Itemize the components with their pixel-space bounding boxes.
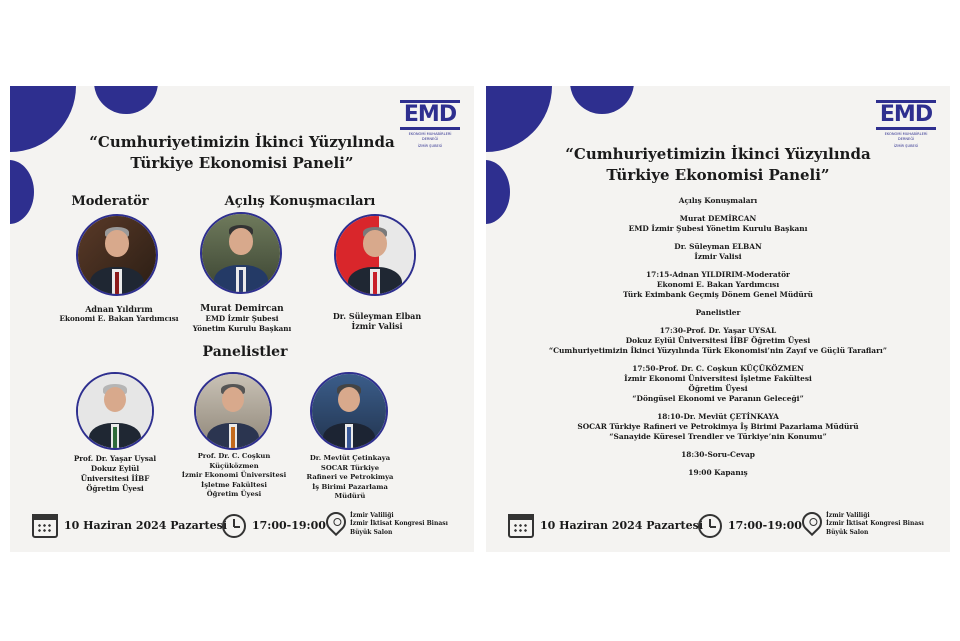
opener1-caption: Murat Demircan EMD İzmir Şubesi Yönetim Kurulu Başkanı	[192, 304, 292, 333]
program-line: 18:30-Soru-Cevap	[681, 450, 755, 459]
program-gap	[516, 234, 920, 242]
program-line: 18:10-Dr. Mevlüt ÇETİNKAYA	[657, 412, 779, 421]
opener1-photo	[200, 212, 282, 294]
event-title: “Cumhuriyetimizin İkinci Yüzyılında Türkiye Ekonomisi Paneli”	[89, 133, 395, 172]
program-line: 17:50-Prof. Dr. C. Coşkun KÜÇÜKÖZMEN	[632, 364, 804, 373]
panelists-heading: Panelistler	[202, 344, 288, 360]
clock-icon	[222, 514, 246, 538]
program-line: Öğretim Üyesi	[688, 384, 748, 393]
program-line: 17:30-Prof. Dr. Yaşar UYSAL	[659, 326, 777, 335]
calendar-icon	[508, 514, 534, 538]
program-line: “Cumhuriyetimizin İkinci Yüzyılında Türk Ekonomisi’nin Zayıf ve Güçlü Tarafları”	[548, 346, 888, 355]
program-line: Türk Eximbank Geçmiş Dönem Genel Müdürü	[622, 290, 814, 299]
panelist2-caption: Prof. Dr. C. Coşkun Küçüközmen İzmir Ekonomi Üniversitesi İşletme Fakültesi Öğretim Üyesi	[181, 452, 287, 499]
program-gap	[516, 262, 920, 270]
emd-logo: EMD EKONOMİ MUHABİRLERİ DERNEĞİ İZMİR ŞUBESİ	[400, 100, 460, 149]
emd-logo: EMD EKONOMİ MUHABİRLERİ DERNEĞİ İZMİR ŞUBESİ	[876, 100, 936, 149]
opener2-caption: Dr. Süleyman Elban İzmir Valisi	[332, 311, 422, 331]
panelist3-photo	[310, 372, 388, 450]
moderator-heading: Moderatör	[71, 194, 149, 209]
program-gap	[516, 206, 920, 214]
decor-circle	[10, 160, 34, 224]
decor-circle	[486, 160, 510, 224]
program-line: SOCAR Türkiye Rafineri ve Petrokimya İş Birimi Pazarlama Müdürü	[577, 422, 859, 431]
moderator-photo	[76, 214, 158, 296]
program-gap	[516, 356, 920, 364]
program-gap	[516, 460, 920, 468]
decor-circle	[486, 86, 552, 152]
program-line: Açılış Konuşmaları	[678, 196, 758, 205]
program-line: Murat DEMİRCAN	[679, 214, 757, 223]
moderator-caption: Adnan Yıldırım Ekonomi E. Bakan Yardımcısı	[59, 304, 179, 323]
event-venue: İzmir Valiliği İzmir İktisat Kongresi Binası Büyük Salon	[350, 512, 448, 536]
panelist1-caption: Prof. Dr. Yaşar Uysal Dokuz Eylül Üniversitesi İİBF Öğretim Üyesi	[73, 454, 157, 493]
decor-circle	[94, 86, 158, 114]
program-line: 19:00 Kapanış	[688, 468, 748, 477]
poster-speakers	[10, 86, 474, 552]
decor-circle	[10, 86, 76, 152]
program-line: EMD İzmir Şubesi Yönetim Kurulu Başkanı	[628, 224, 808, 233]
opener2-photo	[334, 214, 416, 296]
event-footer	[486, 514, 950, 540]
program-gap	[516, 300, 920, 308]
event-time: 17:00-19:00	[252, 519, 326, 532]
location-pin-icon	[798, 508, 826, 536]
program-line: İzmir Ekonomi Üniversitesi İşletme Fakültesi	[624, 374, 812, 383]
calendar-icon	[32, 514, 58, 538]
program-line: İzmir Valisi	[694, 252, 742, 261]
event-date: 10 Haziran 2024 Pazartesi	[540, 519, 704, 532]
poster-program	[486, 86, 950, 552]
program-gap	[516, 442, 920, 450]
program-line: “Sanayide Küresel Trendler ve Türkiye’nin Konumu”	[609, 432, 827, 441]
panelist3-caption: Dr. Mevlüt Çetinkaya SOCAR Türkiye Rafineri ve Petrokimya İş Birimi Pazarlama Müdürü	[306, 454, 394, 501]
decor-circle	[570, 86, 634, 114]
event-time: 17:00-19:00	[728, 519, 802, 532]
openers-heading: Açılış Konuşmacıları	[224, 194, 376, 209]
program-line: Ekonomi E. Bakan Yardımcısı	[656, 280, 780, 289]
program-gap	[516, 404, 920, 412]
program-line: Panelistler	[695, 308, 741, 317]
event-title: “Cumhuriyetimizin İkinci Yüzyılında Türkiye Ekonomisi Paneli”	[565, 145, 871, 184]
program-line: 17:15-Adnan YILDIRIM-Moderatör	[646, 270, 790, 279]
location-pin-icon	[322, 508, 350, 536]
event-date: 10 Haziran 2024 Pazartesi	[64, 519, 228, 532]
program-line: Dokuz Eylül Üniversitesi İİBF Öğretim Üyesi	[625, 336, 811, 345]
program-gap	[516, 318, 920, 326]
program-line: “Döngüsel Ekonomi ve Paranın Geleceği”	[632, 394, 804, 403]
panelist1-photo	[76, 372, 154, 450]
panelist2-photo	[194, 372, 272, 450]
program-line: Dr. Süleyman ELBAN	[674, 242, 762, 251]
event-venue: İzmir Valiliği İzmir İktisat Kongresi Binası Büyük Salon	[826, 512, 924, 536]
clock-icon	[698, 514, 722, 538]
program-schedule	[516, 196, 920, 478]
event-footer	[10, 514, 474, 540]
